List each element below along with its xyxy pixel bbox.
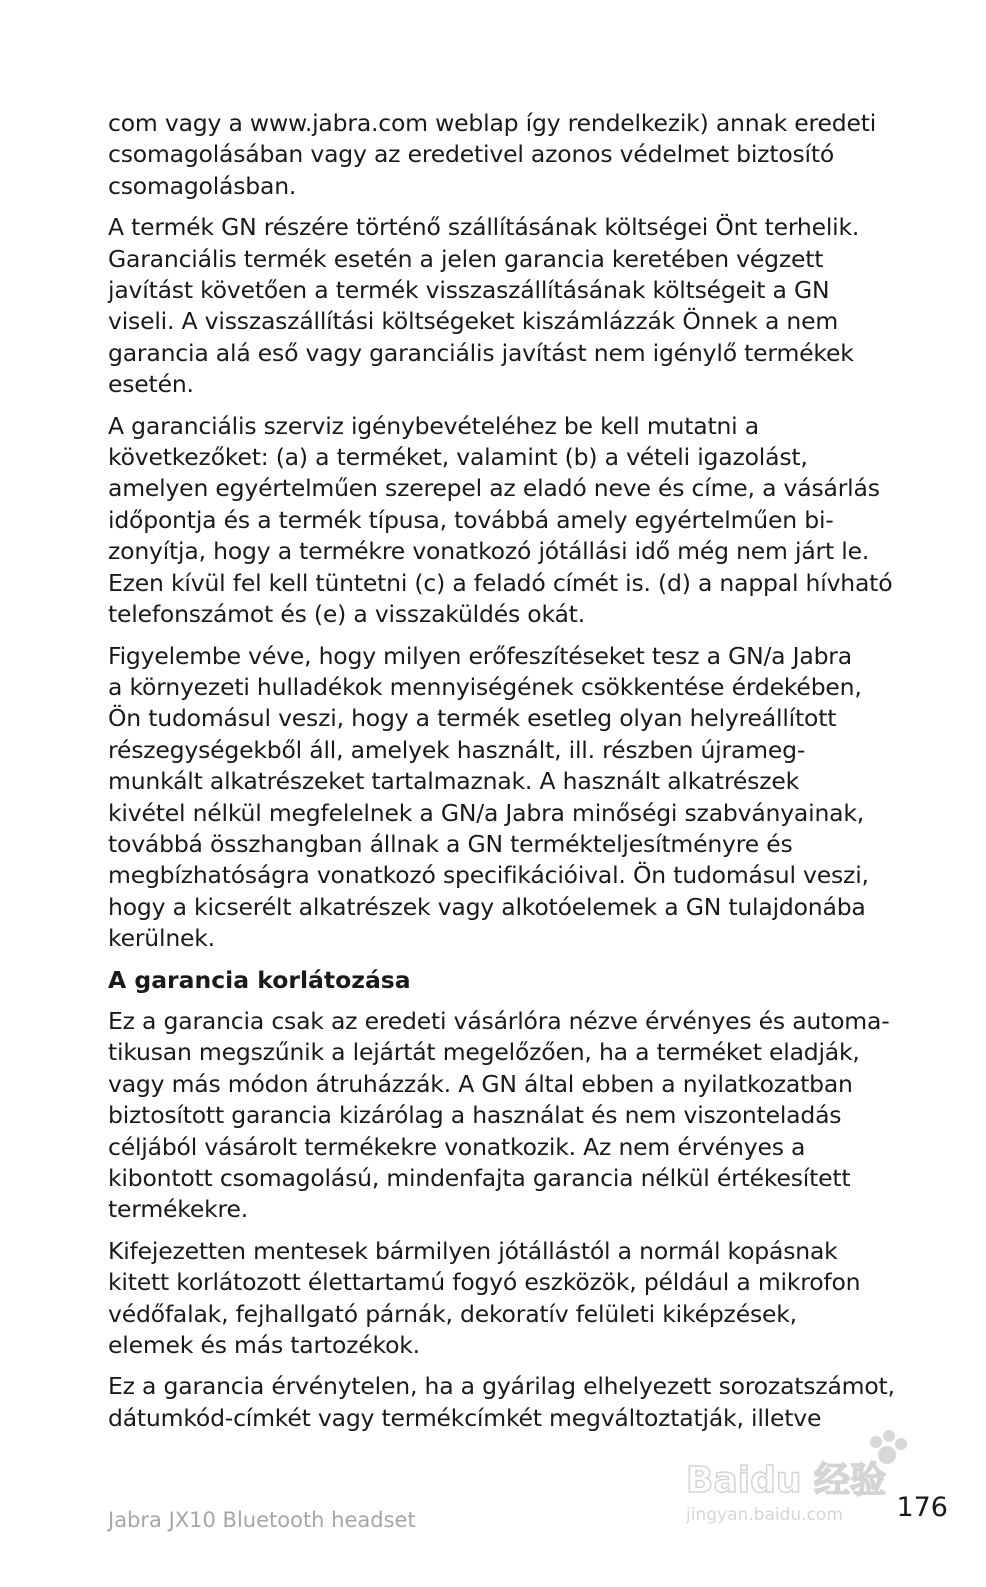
text-line: vagy más módon átruházzák. A GN által ebben a nyilatkozatban — [108, 1069, 853, 1098]
text-line: a környezeti hulladékok mennyiségének csökkentése érdekében, — [108, 672, 862, 701]
text-line: tikusan megszűnik a lejártát megelőzően, ha a terméket eladják, — [108, 1038, 860, 1067]
paw-toe-icon — [883, 1430, 895, 1442]
text-line: Ön tudomásul veszi, hogy a termék esetleg olyan helyreállított — [108, 704, 837, 733]
text-line: részegységekből áll, amelyek használt, ill. részben újrameg- — [108, 735, 806, 764]
text-line: zonyítja, hogy a termékre vonatkozó jótállási idő még nem járt le. — [108, 537, 870, 566]
text-line: dátumkód-címkét vagy termékcímkét megváltoztatják, illetve — [108, 1403, 822, 1432]
text-line: elemek és más tartozékok. — [108, 1331, 420, 1360]
text-line: Ez a garancia érvénytelen, ha a gyárilag elhelyezett sorozatszámot, — [108, 1372, 895, 1401]
text-line: kibontott csomagolású, mindenfajta garancia nélkül értékesített — [108, 1164, 851, 1192]
paragraph — [108, 108, 878, 202]
paragraph — [108, 1006, 890, 1226]
text-line: viseli. A visszaszállítási költségeket kiszámlázzák Önnek a nem — [108, 307, 839, 336]
text-line: Ezen kívül fel kell tüntetni (c) a feladó címét is. (d) a nappal hívható — [108, 568, 893, 597]
text-line: garancia alá eső vagy garanciális javítást nem igénylő termékek — [108, 338, 854, 367]
text-line: következőket: (a) a terméket, valamint (b) a vételi igazolást, — [108, 443, 808, 472]
text-line: A termék GN részére történő szállításának költségei Önt terhelik. — [108, 213, 860, 242]
text-line: megbízhatóságra vonatkozó specifikációival. Ön tudomásul veszi, — [108, 861, 869, 890]
paw-toe-icon — [895, 1438, 907, 1450]
paw-toe-icon — [870, 1436, 882, 1448]
text-line: kivétel nélkül megfelelnek a GN/a Jabra minőségi szabványainak, — [108, 798, 865, 827]
text-line: Kifejezetten mentesek bármilyen jótállástól a normál kopásnak — [108, 1236, 838, 1265]
text-line: Ez a garancia csak az eredeti vásárlóra nézve érvényes és automa- — [108, 1006, 890, 1035]
document-page — [108, 108, 895, 1444]
baidu-watermark-logo — [686, 1420, 916, 1530]
text-line: Figyelembe véve, hogy milyen erőfeszítéseket tesz a GN/a Jabra — [108, 641, 852, 670]
text-line: A garanciális szerviz igénybevételéhez be kell mutatni a — [108, 411, 759, 440]
watermark-brand: Baidu 经验 — [686, 1460, 887, 1501]
paragraph — [108, 212, 878, 400]
text-line: termékekre. — [108, 1195, 248, 1224]
text-line: telefonszámot és (e) a visszaküldés okát. — [108, 600, 585, 629]
text-line: időpontja és a termék típusa, továbbá amely egyértelműen bi- — [108, 505, 834, 534]
text-line: munkált alkatrészeket tartalmaznak. A használt alkatrészek — [108, 767, 799, 796]
footer-product-name: Jabra JX10 Bluetooth headset — [108, 1508, 416, 1532]
text-line: com vagy a www.jabra.com weblap így rendelkezik) annak eredeti — [108, 109, 877, 137]
text-line: amelyen egyértelműen szerepel az eladó neve és címe, a vásárlás — [108, 474, 880, 503]
page-number: 176 — [896, 1492, 948, 1523]
text-line: hogy a kicserélt alkatrészek vagy alkotóelemek a GN tulajdonába — [108, 892, 866, 921]
text-line: kerülnek. — [108, 924, 215, 953]
text-line: csomagolásban. — [108, 171, 297, 200]
text-line: javítást követően a termék visszaszállításának költségeit a GN — [108, 276, 830, 305]
text-line: esetén. — [108, 370, 194, 399]
text-line: céljából vásárolt termékekre vonatkozik. Az nem érvényes a — [108, 1132, 806, 1161]
text-line: biztosított garancia kizárólag a használat és nem viszonteladás — [108, 1101, 842, 1130]
text-line: kitett korlátozott élettartamú fogyó eszközök, például a mikrofon — [108, 1268, 861, 1297]
paragraph — [108, 411, 893, 631]
paragraph — [108, 641, 878, 955]
text-line: védőfalak, fejhallgató párnák, dekoratív felületi kiképzések, — [108, 1299, 797, 1328]
text-line: továbbá összhangban állnak a GN termékteljesítményre és — [108, 829, 793, 858]
watermark-url: jingyan.baidu.com — [686, 1505, 843, 1525]
section-heading: A garancia korlátozása — [108, 965, 411, 994]
text-line: Garanciális termék esetén a jelen garancia keretében végzett — [108, 244, 824, 273]
text-line: csomagolásában vagy az eredetivel azonos védelmet biztosító — [108, 140, 835, 169]
paragraph — [108, 1236, 878, 1362]
